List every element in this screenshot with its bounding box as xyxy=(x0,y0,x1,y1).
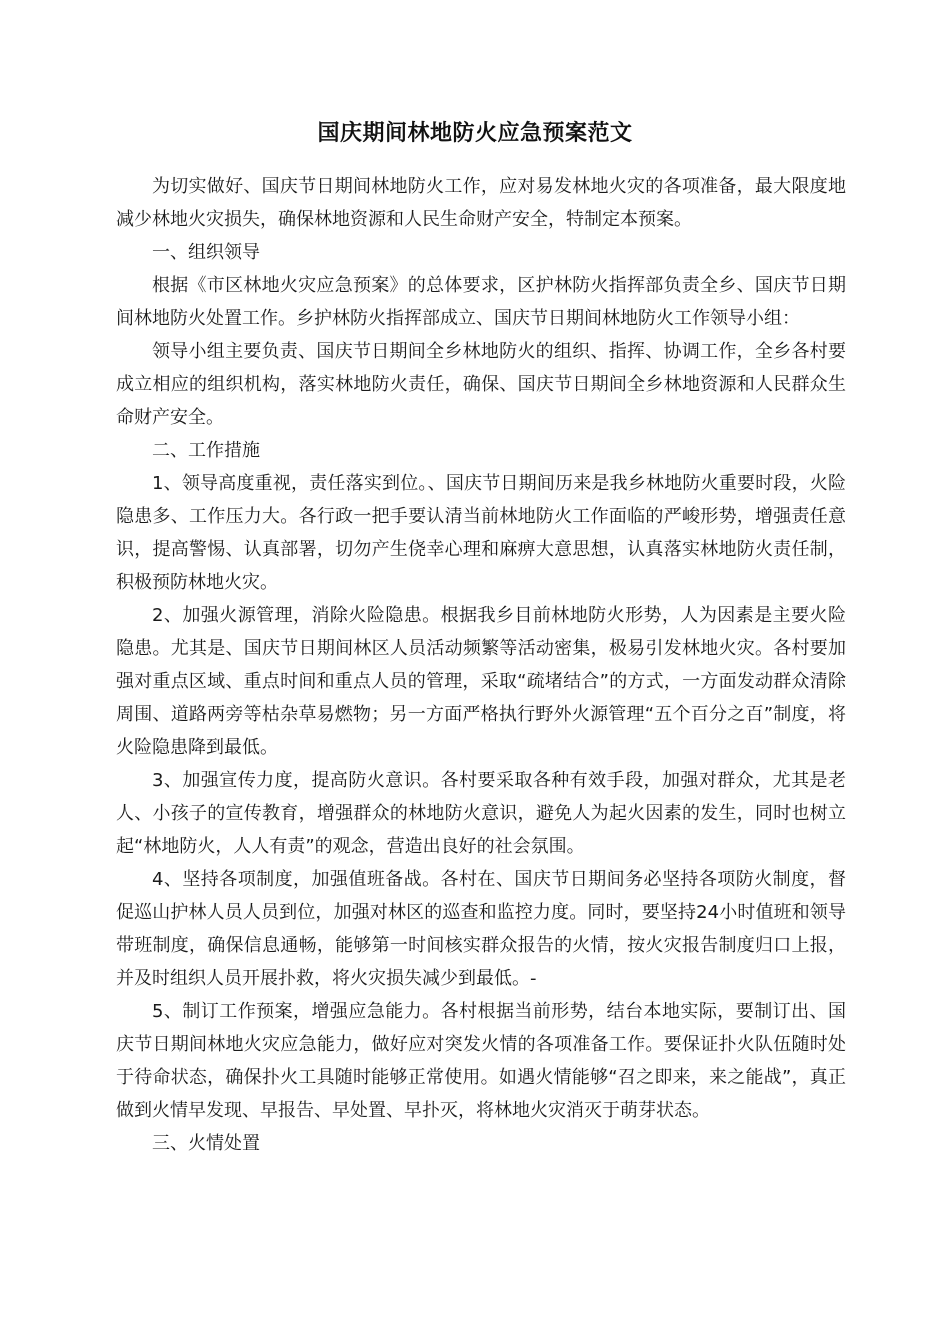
heading-organization: 一、组织领导 xyxy=(152,242,260,263)
paragraph-organization: 根据《市区林地火灾应急预案》的总体要求，区护林防火指挥部负责全乡、国庆节日期间林地防火处置工作。乡护林防火指挥部成立、国庆节日期间林地防火工作领导小组： xyxy=(116,275,846,329)
paragraph-measure-2: 2、加强火源管理，消除火险隐患。根据我乡目前林地防火形势，人为因素是主要火险隐患。尤其是、国庆节日期间林区人员活动频繁等活动密集，极易引发林地火灾。各村要加强对重点区域、重点时间和重点人员的管理，采取“疏堵结合”的方式，一方面发动群众清除周围、道路两旁等枯杂草易燃物；另一方面严格执行野外火源管理“五个百分之百”制度，将火险隐患降到最低。 xyxy=(116,605,846,758)
paragraph-measure-5: 5、制订工作预案，增强应急能力。各村根据当前形势，结台本地实际，要制订出、国庆节日期间林地火灾应急能力，做好应对突发火情的各项准备工作。要保证扑火队伍随时处于待命状态，确保扑火工具随时能够正常使用。如遇火情能够“召之即来，来之能战”，真正做到火情早发现、早报告、早处置、早扑灭，将林地火灾消灭于萌芽状态。 xyxy=(116,1001,846,1121)
paragraph-measure-3: 3、加强宣传力度，提高防火意识。各村要采取各种有效手段，加强对群众，尤其是老人、小孩子的宣传教育，增强群众的林地防火意识，避免人为起火因素的发生，同时也树立起“林地防火，人人有责”的观念，营造出良好的社会氛围。 xyxy=(116,770,846,857)
paragraph-measure-4: 4、坚持各项制度，加强值班备战。各村在、国庆节日期间务必坚持各项防火制度，督促巡山护林人员人员到位，加强对林区的巡查和监控力度。同时，要坚持24小时值班和领导带班制度，确保信息通畅，能够第一时间核实群众报告的火情，按火灾报告制度归口上报，并及时组织人员开展扑救，将火灾损失减少到最低。- xyxy=(116,869,846,989)
paragraph-measure-1: 1、领导高度重视，责任落实到位。、国庆节日期间历来是我乡林地防火重要时段，火险隐患多、工作压力大。各行政一把手要认清当前林地防火工作面临的严峻形势，增强责任意识，提高警惕、认真部署，切勿产生侥幸心理和麻痹大意思想，认真落实林地防火责任制，积极预防林地火灾。 xyxy=(116,473,846,593)
heading-measures: 二、工作措施 xyxy=(152,440,260,461)
paragraph-leadership-duties: 领导小组主要负责、国庆节日期间全乡林地防火的组织、指挥、协调工作，全乡各村要成立相应的组织机构，落实林地防火责任，确保、国庆节日期间全乡林地资源和人民群众生命财产安全。 xyxy=(116,341,846,428)
heading-fire-handling: 三、火情处置 xyxy=(152,1133,260,1154)
document-title: 国庆期间林地防火应急预案范文 xyxy=(317,121,633,146)
document-body xyxy=(116,170,846,1160)
paragraph-intro: 为切实做好、国庆节日期间林地防火工作，应对易发林地火灾的各项准备，最大限度地减少林地火灾损失，确保林地资源和人民生命财产安全，特制定本预案。 xyxy=(116,176,846,230)
